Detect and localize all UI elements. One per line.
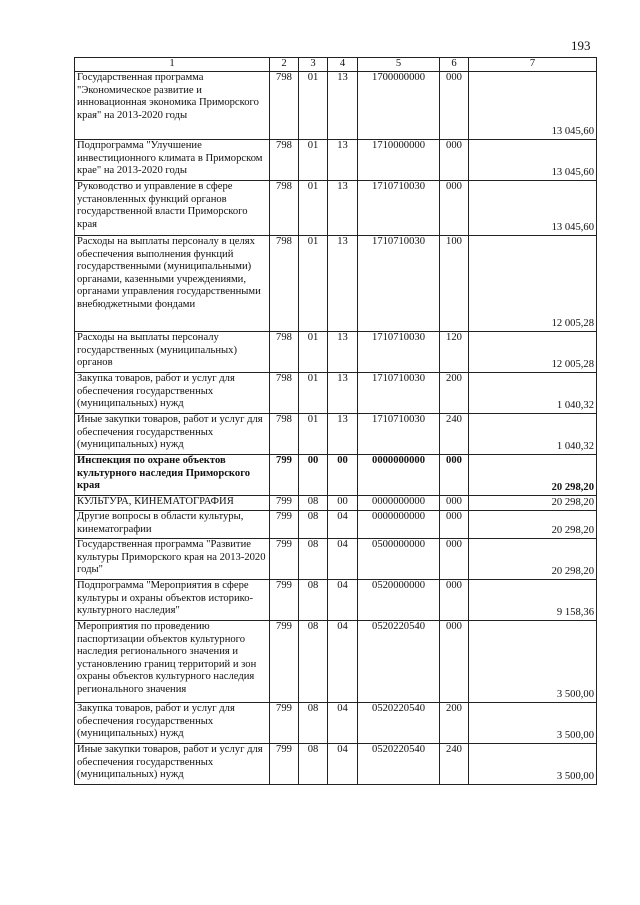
table-row bbox=[75, 580, 597, 621]
expense-type-cell: 200 bbox=[440, 373, 469, 414]
row-name-cell: Подпрограмма "Мероприятия в сфере культуры и охраны объектов историко-культурного наследия" bbox=[75, 580, 270, 621]
expense-type-cell: 000 bbox=[440, 539, 469, 580]
target-article-cell: 0520000000 bbox=[358, 580, 440, 621]
amount-cell: 20 298,20 bbox=[469, 539, 597, 580]
ved-code-cell: 799 bbox=[270, 539, 299, 580]
table-row bbox=[75, 414, 597, 455]
ved-code-cell: 799 bbox=[270, 496, 299, 511]
header-cell: 4 bbox=[328, 58, 358, 72]
row-name-cell: КУЛЬТУРА, КИНЕМАТОГРАФИЯ bbox=[75, 496, 270, 511]
header-cell: 3 bbox=[299, 58, 328, 72]
expense-type-cell: 000 bbox=[440, 580, 469, 621]
ved-code-cell: 798 bbox=[270, 72, 299, 140]
budget-table bbox=[74, 57, 597, 785]
ved-code-cell: 798 bbox=[270, 332, 299, 373]
subsection-code-cell: 13 bbox=[328, 332, 358, 373]
subsection-code-cell: 00 bbox=[328, 496, 358, 511]
section-code-cell: 08 bbox=[299, 621, 328, 703]
amount-cell: 20 298,20 bbox=[469, 511, 597, 539]
expense-type-cell: 000 bbox=[440, 496, 469, 511]
table-row bbox=[75, 621, 597, 703]
expense-type-cell: 000 bbox=[440, 181, 469, 236]
subsection-code-cell: 04 bbox=[328, 621, 358, 703]
table-row bbox=[75, 236, 597, 332]
expense-type-cell: 120 bbox=[440, 332, 469, 373]
amount-cell: 1 040,32 bbox=[469, 414, 597, 455]
amount-cell: 20 298,20 bbox=[469, 455, 597, 496]
amount-cell: 13 045,60 bbox=[469, 140, 597, 181]
subsection-code-cell: 04 bbox=[328, 580, 358, 621]
subsection-code-cell: 13 bbox=[328, 414, 358, 455]
section-code-cell: 08 bbox=[299, 580, 328, 621]
target-article-cell: 1700000000 bbox=[358, 72, 440, 140]
header-cell: 7 bbox=[469, 58, 597, 72]
ved-code-cell: 799 bbox=[270, 511, 299, 539]
table-row bbox=[75, 539, 597, 580]
table-row bbox=[75, 496, 597, 511]
subsection-code-cell: 00 bbox=[328, 455, 358, 496]
row-name-cell: Государственная программа "Развитие культуры Приморского края на 2013-2020 годы" bbox=[75, 539, 270, 580]
section-code-cell: 01 bbox=[299, 332, 328, 373]
expense-type-cell: 000 bbox=[440, 511, 469, 539]
expense-type-cell: 100 bbox=[440, 236, 469, 332]
amount-cell: 3 500,00 bbox=[469, 744, 597, 785]
row-name-cell: Закупка товаров, работ и услуг для обеспечения государственных (муниципальных) нужд bbox=[75, 703, 270, 744]
row-name-cell: Инспекция по охране объектов культурного наследия Приморского края bbox=[75, 455, 270, 496]
section-code-cell: 08 bbox=[299, 744, 328, 785]
expense-type-cell: 000 bbox=[440, 455, 469, 496]
section-code-cell: 01 bbox=[299, 414, 328, 455]
ved-code-cell: 799 bbox=[270, 744, 299, 785]
table-row bbox=[75, 744, 597, 785]
table-row bbox=[75, 140, 597, 181]
page-number: 193 bbox=[571, 38, 591, 53]
section-code-cell: 08 bbox=[299, 496, 328, 511]
ved-code-cell: 799 bbox=[270, 455, 299, 496]
section-code-cell: 01 bbox=[299, 236, 328, 332]
row-name-cell: Расходы на выплаты персоналу в целях обеспечения выполнения функций государственными (муниципальными) органами, казенными учреждениями, органами управления государственными внебюджетными фондами bbox=[75, 236, 270, 332]
subsection-code-cell: 04 bbox=[328, 511, 358, 539]
subsection-code-cell: 04 bbox=[328, 539, 358, 580]
target-article-cell: 0000000000 bbox=[358, 496, 440, 511]
row-name-cell: Иные закупки товаров, работ и услуг для обеспечения государственных (муниципальных) нужд bbox=[75, 414, 270, 455]
expense-type-cell: 200 bbox=[440, 703, 469, 744]
section-code-cell: 08 bbox=[299, 539, 328, 580]
subsection-code-cell: 13 bbox=[328, 140, 358, 181]
target-article-cell: 1710000000 bbox=[358, 140, 440, 181]
target-article-cell: 0000000000 bbox=[358, 455, 440, 496]
table-body bbox=[75, 58, 597, 785]
section-code-cell: 01 bbox=[299, 181, 328, 236]
target-article-cell: 0500000000 bbox=[358, 539, 440, 580]
subsection-code-cell: 13 bbox=[328, 72, 358, 140]
table-row bbox=[75, 373, 597, 414]
ved-code-cell: 799 bbox=[270, 621, 299, 703]
header-cell: 5 bbox=[358, 58, 440, 72]
section-code-cell: 01 bbox=[299, 140, 328, 181]
ved-code-cell: 798 bbox=[270, 181, 299, 236]
header-cell: 6 bbox=[440, 58, 469, 72]
table-row bbox=[75, 332, 597, 373]
ved-code-cell: 799 bbox=[270, 703, 299, 744]
subsection-code-cell: 13 bbox=[328, 236, 358, 332]
row-name-cell: Руководство и управление в сфере установленных функций органов государственной власти Приморского края bbox=[75, 181, 270, 236]
amount-cell: 12 005,28 bbox=[469, 236, 597, 332]
amount-cell: 13 045,60 bbox=[469, 181, 597, 236]
table-row bbox=[75, 72, 597, 140]
subsection-code-cell: 04 bbox=[328, 744, 358, 785]
target-article-cell: 1710710030 bbox=[358, 373, 440, 414]
ved-code-cell: 798 bbox=[270, 414, 299, 455]
target-article-cell: 1710710030 bbox=[358, 414, 440, 455]
section-code-cell: 01 bbox=[299, 72, 328, 140]
section-code-cell: 08 bbox=[299, 703, 328, 744]
row-name-cell: Иные закупки товаров, работ и услуг для обеспечения государственных (муниципальных) нужд bbox=[75, 744, 270, 785]
expense-type-cell: 240 bbox=[440, 414, 469, 455]
amount-cell: 3 500,00 bbox=[469, 703, 597, 744]
ved-code-cell: 798 bbox=[270, 236, 299, 332]
target-article-cell: 0520220540 bbox=[358, 621, 440, 703]
table-row bbox=[75, 703, 597, 744]
row-name-cell: Мероприятия по проведению паспортизации объектов культурного наследия регионального значения и установлению границ территорий и зон охраны объектов культурного наследия регионального значения bbox=[75, 621, 270, 703]
target-article-cell: 0000000000 bbox=[358, 511, 440, 539]
row-name-cell: Подпрограмма "Улучшение инвестиционного климата в Приморском крае" на 2013-2020 годы bbox=[75, 140, 270, 181]
expense-type-cell: 240 bbox=[440, 744, 469, 785]
row-name-cell: Расходы на выплаты персоналу государственных (муниципальных) органов bbox=[75, 332, 270, 373]
expense-type-cell: 000 bbox=[440, 140, 469, 181]
target-article-cell: 0520220540 bbox=[358, 703, 440, 744]
section-code-cell: 01 bbox=[299, 373, 328, 414]
row-name-cell: Закупка товаров, работ и услуг для обеспечения государственных (муниципальных) нужд bbox=[75, 373, 270, 414]
target-article-cell: 1710710030 bbox=[358, 332, 440, 373]
subsection-code-cell: 13 bbox=[328, 373, 358, 414]
subsection-code-cell: 04 bbox=[328, 703, 358, 744]
amount-cell: 1 040,32 bbox=[469, 373, 597, 414]
section-code-cell: 08 bbox=[299, 511, 328, 539]
target-article-cell: 0520220540 bbox=[358, 744, 440, 785]
amount-cell: 13 045,60 bbox=[469, 72, 597, 140]
amount-cell: 12 005,28 bbox=[469, 332, 597, 373]
subsection-code-cell: 13 bbox=[328, 181, 358, 236]
table-header-row bbox=[75, 58, 597, 72]
target-article-cell: 1710710030 bbox=[358, 181, 440, 236]
expense-type-cell: 000 bbox=[440, 621, 469, 703]
header-cell: 1 bbox=[75, 58, 270, 72]
row-name-cell: Другие вопросы в области культуры, кинематографии bbox=[75, 511, 270, 539]
target-article-cell: 1710710030 bbox=[358, 236, 440, 332]
ved-code-cell: 798 bbox=[270, 140, 299, 181]
expense-type-cell: 000 bbox=[440, 72, 469, 140]
row-name-cell: Государственная программа "Экономическое развитие и инновационная экономика Приморского края" на 2013-2020 годы bbox=[75, 72, 270, 140]
ved-code-cell: 799 bbox=[270, 580, 299, 621]
table-row bbox=[75, 455, 597, 496]
table-row bbox=[75, 181, 597, 236]
amount-cell: 9 158,36 bbox=[469, 580, 597, 621]
ved-code-cell: 798 bbox=[270, 373, 299, 414]
table-row bbox=[75, 511, 597, 539]
amount-cell: 20 298,20 bbox=[469, 496, 597, 511]
section-code-cell: 00 bbox=[299, 455, 328, 496]
header-cell: 2 bbox=[270, 58, 299, 72]
amount-cell: 3 500,00 bbox=[469, 621, 597, 703]
